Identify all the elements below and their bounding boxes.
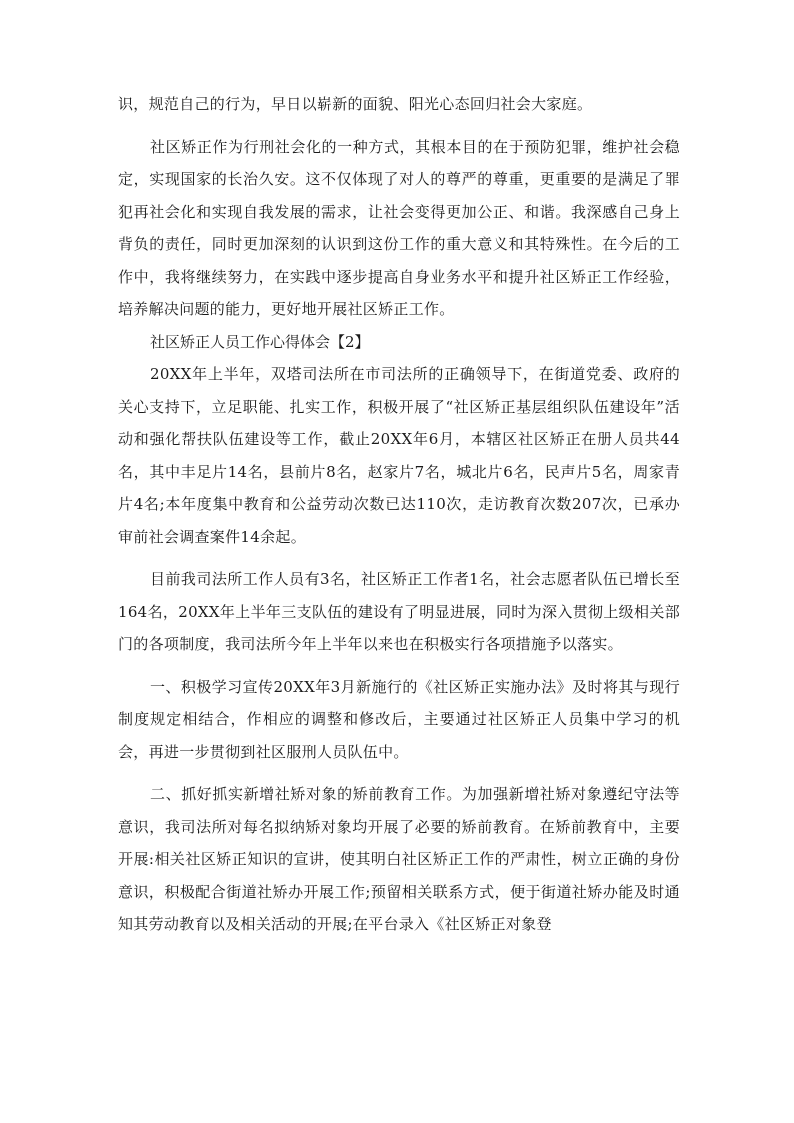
document-page <box>118 88 680 941</box>
paragraph-item-one: 一、积极学习宣传20XX年3月新施行的《社区矫正实施办法》及时将其与现行制度规定相结合，作相应的调整和修改后，主要通过社区矫正人员集中学习的机会，再进一步贯彻到社区服刑人员队伍中。 <box>118 677 680 761</box>
section-title: 社区矫正人员工作心得体会【2】 <box>150 332 370 351</box>
paragraph-item-two: 二、抓好抓实新增社矫对象的矫前教育工作。为加强新增社矫对象遵纪守法等意识，我司法所对每名拟纳矫对象均开展了必要的矫前教育。在矫前教育中，主要开展:相关社区矫正知识的宣讲，使其明白社区矫正工作的严肃性，树立正确的身份意识，积极配合街道社矫办开展工作;预留相关联系方式，便于街道社矫办能及时通知其劳动教育以及相关活动的开展;在平台录入《社区矫正对象登 <box>118 785 680 933</box>
paragraph-continuation: 识，规范自己的行为，早日以崭新的面貌、阳光心态回归社会大家庭。 <box>118 95 593 113</box>
paragraph-overview: 20XX年上半年，双塔司法所在市司法所的正确领导下，在街道党委、政府的关心支持下，立足职能、扎实工作，积极开展了“社区矫正基层组织队伍建设年”活动和强化帮扶队伍建设等工作，截止20XX年6月，本辖区社区矫正在册人员共44名，其中丰足片14名，县前片8名，赵家片7名，城北片6名，民声片5名，周家青片4名;本年度集中教育和公益劳动次数已达110次，走访教育次数207次，已承办审前社会调查案件14余起。 <box>118 365 680 546</box>
paragraph-staffing: 目前我司法所工作人员有3名，社区矫正工作者1名，社会志愿者队伍已增长至164名，20XX年上半年三支队伍的建设有了明显进展，同时为深入贯彻上级相关部门的各项制度，我司法所今年上半年以来也在积极实行各项措施予以落实。 <box>118 570 680 653</box>
paragraph-significance: 社区矫正作为行刑社会化的一种方式，其根本目的在于预防犯罪，维护社会稳定，实现国家的长治久安。这不仅体现了对人的尊严的尊重，更重要的是满足了罪犯再社会化和实现自我发展的需求，让社会变得更加公正、和谐。我深感自己身上背负的责任，同时更加深刻的认识到这份工作的重大意义和其特殊性。在今后的工作中，我将继续努力，在实践中逐步提高自身业务水平和提升社区矫正工作经验，培养解决问题的能力，更好地开展社区矫正工作。 <box>118 137 680 318</box>
